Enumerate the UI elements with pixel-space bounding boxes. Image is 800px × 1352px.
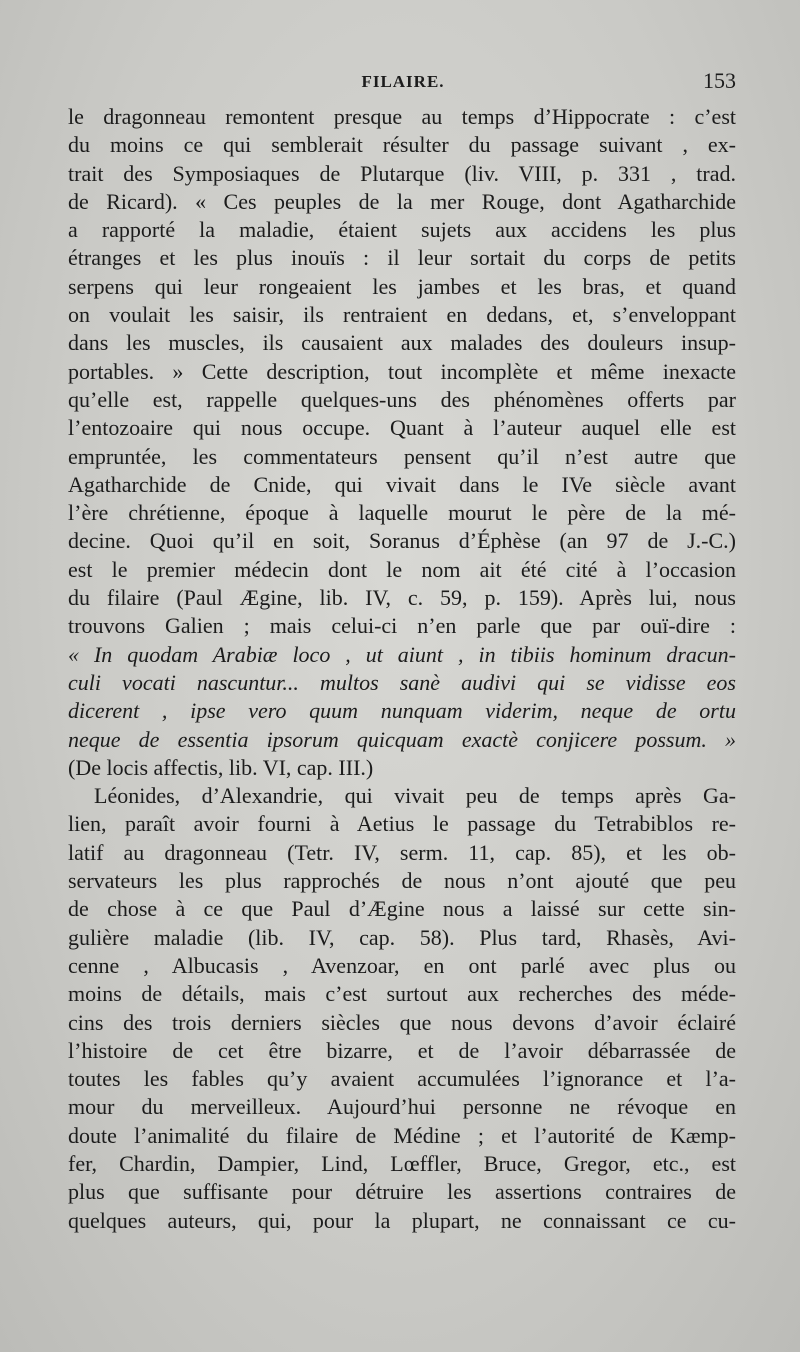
- text-line: l’ère chrétienne, époque à laquelle mourut le père de la mé-: [68, 500, 736, 526]
- text-line: Léonides, d’Alexandrie, qui vivait peu de temps après Ga-: [94, 783, 736, 809]
- text-line: trouvons Galien ; mais celui-ci n’en parle que par ouï-dire :: [68, 613, 736, 639]
- page-number: 153: [703, 68, 736, 93]
- text-line: Agatharchide de Cnide, qui vivait dans le IVe siècle avant: [68, 471, 736, 497]
- text-line: mour du merveilleux. Aujourd’hui personne ne révoque en: [68, 1094, 736, 1120]
- text-line: servateurs les plus rapprochés de nous n’ont ajouté que peu: [68, 868, 736, 894]
- text-line: cins des trois derniers siècles que nous devons d’avoir éclairé: [68, 1009, 736, 1035]
- text-line: gulière maladie (lib. IV, cap. 58). Plus tard, Rhasès, Avi-: [68, 924, 736, 950]
- text-line: « In quodam Arabiæ loco , ut aiunt , in tibiis hominum dracun-: [68, 641, 736, 667]
- text-line: latif au dragonneau (Tetr. IV, serm. 11, cap. 85), et les ob-: [68, 839, 736, 865]
- text-line: plus que suffisante pour détruire les assertions contraires de: [68, 1179, 736, 1205]
- text-line: decine. Quoi qu’il en soit, Soranus d’Éphèse (an 97 de J.-C.): [68, 528, 736, 554]
- text-line: neque de essentia ipsorum quicquam exactè conjicere possum. »: [68, 726, 736, 752]
- text-line: serpens qui leur rongeaient les jambes et les bras, et quand: [68, 273, 736, 299]
- text-line: du moins ce qui semblerait résulter du passage suivant , ex-: [68, 132, 736, 158]
- text-line: du filaire (Paul Ægine, lib. IV, c. 59, p. 159). Après lui, nous: [68, 585, 736, 611]
- text-line: l’entozoaire qui nous occupe. Quant à l’auteur auquel elle est: [68, 415, 736, 441]
- text-line: a rapporté la maladie, étaient sujets aux accidens les plus: [68, 217, 736, 243]
- text-line: cenne , Albucasis , Avenzoar, en ont parlé avec plus ou: [68, 952, 736, 978]
- body-text: [68, 103, 736, 1235]
- text-line: fer, Chardin, Dampier, Lind, Lœffler, Bruce, Gregor, etc., est: [68, 1150, 736, 1176]
- text-line: l’histoire de cet être bizarre, et de l’avoir débarrassée de: [68, 1037, 736, 1063]
- text-line: doute l’animalité du filaire de Médine ; et l’autorité de Kæmp-: [68, 1122, 736, 1148]
- text-line: est le premier médecin dont le nom ait été cité à l’occasion: [68, 556, 736, 582]
- text-line: de Ricard). « Ces peuples de la mer Rouge, dont Agatharchide: [68, 188, 736, 214]
- text-line: qu’elle est, rappelle quelques-uns des phénomènes offerts par: [68, 386, 736, 412]
- text-line: culi vocati nascuntur... multos sanè audivi qui se vidisse eos: [68, 669, 736, 695]
- running-title: FILAIRE.: [361, 72, 445, 91]
- text-line: on voulait les saisir, ils rentraient en dedans, et, s’enveloppant: [68, 302, 736, 328]
- text-line: dicerent , ipse vero quum nunquam viderim, neque de ortu: [68, 698, 736, 724]
- text-line: trait des Symposiaques de Plutarque (liv. VIII, p. 331 , trad.: [68, 160, 736, 186]
- text-line: portables. » Cette description, tout incomplète et même inexacte: [68, 358, 736, 384]
- text-line: dans les muscles, ils causaient aux malades des douleurs insup-: [68, 330, 736, 356]
- text-line: empruntée, les commentateurs pensent qu’il n’est autre que: [68, 443, 736, 469]
- text-line: quelques auteurs, qui, pour la plupart, ne connaissant ce cu-: [68, 1207, 736, 1233]
- text-line: moins de détails, mais c’est surtout aux recherches des méde-: [68, 981, 736, 1007]
- text-line: (De locis affectis, lib. VI, cap. III.): [68, 754, 374, 780]
- text-line: étranges et les plus inouïs : il leur sortait du corps de petits: [68, 245, 736, 271]
- page-header: [70, 68, 736, 98]
- text-line: le dragonneau remontent presque au temps d’Hippocrate : c’est: [68, 104, 736, 129]
- text-line: toutes les fables qu’y avaient accumulées l’ignorance et l’a-: [68, 1066, 736, 1092]
- text-line: lien, paraît avoir fourni à Aetius le passage du Tetrabiblos re-: [68, 811, 736, 837]
- text-line: de chose à ce que Paul d’Ægine nous a laissé sur cette sin-: [68, 896, 736, 922]
